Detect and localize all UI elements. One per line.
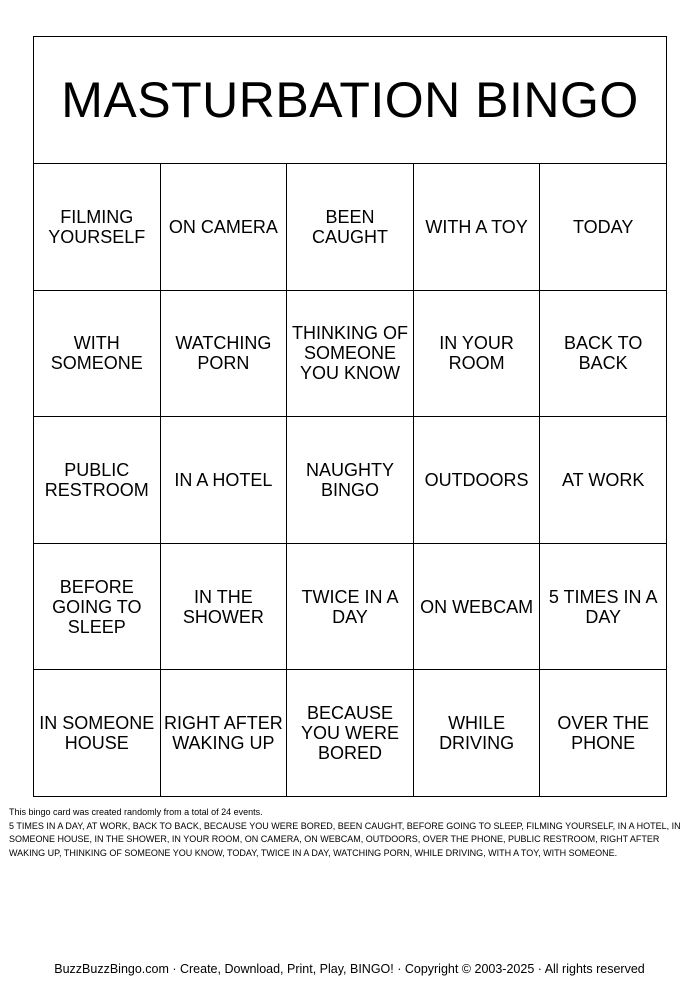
card-info (9, 806, 691, 860)
bingo-cell: THINKING OF SOMEONE YOU KNOW (287, 291, 414, 418)
bingo-cell: PUBLIC RESTROOM (34, 417, 161, 544)
bingo-cell: BECAUSE YOU WERE BORED (287, 670, 414, 797)
bingo-cell: AT WORK (540, 417, 667, 544)
bingo-cell: IN SOMEONE HOUSE (34, 670, 161, 797)
bingo-cell: FILMING YOURSELF (34, 164, 161, 291)
bingo-card (33, 36, 667, 797)
title-row (34, 37, 667, 164)
bingo-cell: OVER THE PHONE (540, 670, 667, 797)
bingo-cell: OUTDOORS (414, 417, 541, 544)
info-summary: This bingo card was created randomly from a total of 24 events. (9, 807, 263, 817)
bingo-cell: WITH SOMEONE (34, 291, 161, 418)
bingo-grid (34, 164, 667, 797)
bingo-cell: ON WEBCAM (414, 544, 541, 671)
bingo-cell: BACK TO BACK (540, 291, 667, 418)
bingo-cell: RIGHT AFTER WAKING UP (161, 670, 288, 797)
bingo-cell: WITH A TOY (414, 164, 541, 291)
bingo-cell: WATCHING PORN (161, 291, 288, 418)
bingo-cell: BEEN CAUGHT (287, 164, 414, 291)
bingo-cell: IN YOUR ROOM (414, 291, 541, 418)
bingo-cell: TWICE IN A DAY (287, 544, 414, 671)
bingo-cell-center: NAUGHTY BINGO (287, 417, 414, 544)
bingo-cell: IN THE SHOWER (161, 544, 288, 671)
bingo-cell: IN A HOTEL (161, 417, 288, 544)
bingo-cell: 5 TIMES IN A DAY (540, 544, 667, 671)
footer-copyright: BuzzBuzzBingo.com · Create, Download, Print, Play, BINGO! · Copyright © 2003-2025 · All rights reserved (54, 962, 645, 976)
bingo-cell: WHILE DRIVING (414, 670, 541, 797)
bingo-cell: TODAY (540, 164, 667, 291)
card-title: MASTURBATION BINGO (61, 72, 639, 128)
info-events: 5 TIMES IN A DAY, AT WORK, BACK TO BACK, BECAUSE YOU WERE BORED, BEEN CAUGHT, BEFORE GOING TO SLEEP, FILMING YOURSELF, IN A HOTEL, IN SOMEONE HOUSE, IN THE SHOWER, IN YOUR ROOM, ON CAMERA, ON WEBCAM, OUTDOORS, OVER THE PHONE, PUBLIC RESTROOM, RIGHT AFTER WAKING UP, THINKING OF SOMEONE YOU KNOW, TODAY, TWICE IN A DAY, WATCHING PORN, WHILE DRIVING, WITH A TOY, WITH SOMEONE. (9, 820, 681, 858)
bingo-cell: BEFORE GOING TO SLEEP (34, 544, 161, 671)
bingo-cell: ON CAMERA (161, 164, 288, 291)
